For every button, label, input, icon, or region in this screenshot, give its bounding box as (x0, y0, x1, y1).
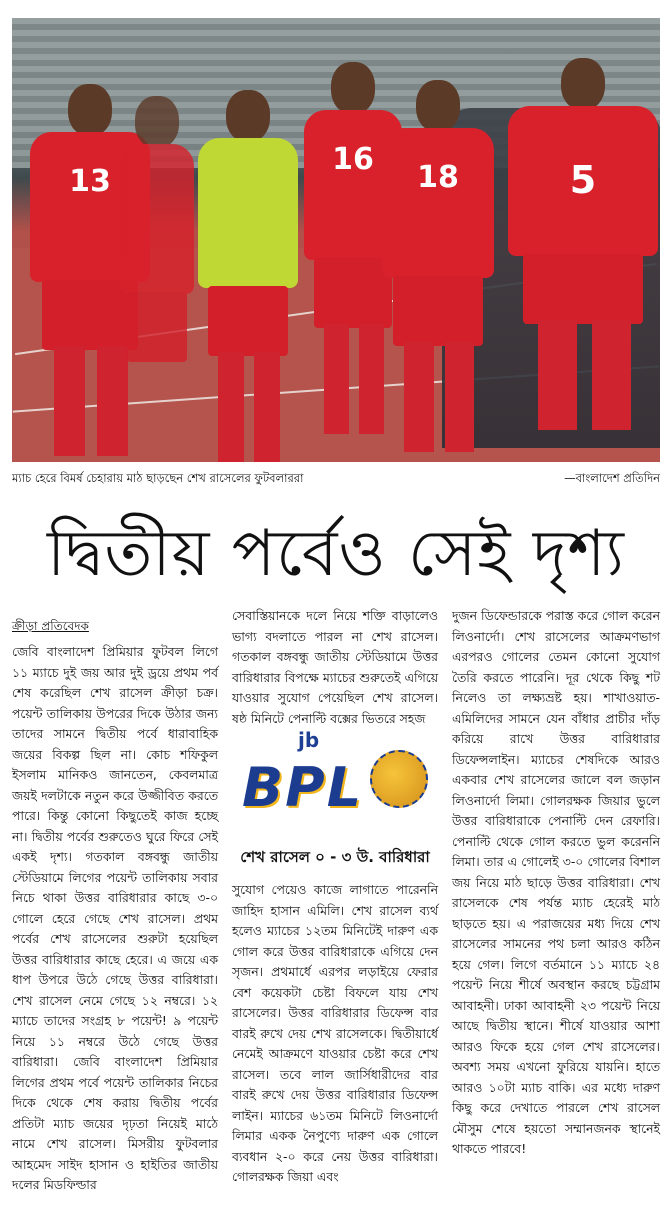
football-icon (370, 750, 428, 808)
previous-page-strip (0, 0, 672, 10)
photo-caption (12, 470, 660, 492)
player-bib (198, 90, 298, 462)
bpl-logo-text: BPL (242, 756, 364, 819)
article-column-1 (12, 642, 218, 1196)
score-line: শেখ রাসেল ০ - ৩ উ. বারিধারা (240, 848, 430, 866)
player-18 (382, 80, 494, 460)
jersey-number: 16 (332, 142, 374, 177)
jersey-number: 5 (569, 158, 597, 202)
article-column-3 (452, 606, 660, 1160)
jersey-number: 18 (417, 160, 459, 195)
byline: ক্রীড়া প্রতিবেদক (12, 619, 89, 633)
caption-text: ম্যাচ হেরে বিমর্ষ চেহারায় মাঠ ছাড়ছেন শেখ রাসেলের ফুটবলাররা (12, 471, 304, 485)
match-photo (12, 18, 660, 462)
player-back (120, 96, 194, 396)
jersey-number: 13 (69, 164, 111, 199)
article-column-2-bottom (232, 880, 438, 1188)
article-text: সেবাস্তিয়ানকে দলে নিয়ে শক্তি বাড়ালেও ভাগ্য বদলাতে পারল না শেখ রাসেল। গতকাল বঙ্গবন্ধু জাতীয় স্টেডিয়ামে উত্তর বারিধারার বিপক্ষে ম্যাচের শুরুতেই এগিয়ে যাওয়ার সুযোগ পেয়েছিল শেখ রাসেল। ষষ্ঠ মিনিটে পেনাল্টি বক্সের ভিতরে সহজ (232, 608, 438, 726)
article-text: জেবি বাংলাদেশ প্রিমিয়ার ফুটবল লিগে ১১ ম্যাচে দুই জয় আর দুই ড্রয়ে প্রথম পর্ব শেষ করেছিল শেখ রাসেল ক্রীড়া চক্র। পয়েন্ট তালিকায় উপরের দিকে উঠার জন্য তাদের সামনে দ্বিতীয় পর্বে ধারাবাহিক জয়ের বিকল্প ছিল না। কোচ শফিকুল ইসলাম মানিকও জানতেন, কেবলমাত্র জয়ই দলটাকে নতুন করে উজ্জীবিত করতে পারে। কিন্তু কোনো কিছুতেই কাজ হচ্ছে না। দ্বিতীয় পর্বের শুরুতেও ঘুরে ফিরে সেই একই দৃশ্য। গতকাল বঙ্গবন্ধু জাতীয় স্টেডিয়ামে লিগের পয়েন্ট তালিকায় সবার নিচে থাকা উত্তর বারিধারার কাছে ৩-০ গোলে হেরে গেছে শেখ রাসেল। প্রথম পর্বের শেখ রাসেলের শুরুটা হয়েছিল উত্তর বারিধারার কাছে হেরে। এ জয়ে এক ধাপ উপরে উঠে গেছে উত্তর বারিধারা। শেখ রাসেল নেমে গেছে ১২ নম্বরে। ১২ ম্যাচে তাদের সংগ্রহ ৮ পয়েন্ট! ৯ পয়েন্ট নিয়ে ১১ নম্বরে উঠে গেছে উত্তর বারিধারা। জেবি বাংলাদেশ প্রিমিয়ার লিগের প্রথম পর্বে পয়েন্ট তালিকার নিচের দিকে থেকে শেষ করায় দ্বিতীয় পর্বের প্রতিটা ম্যাচ জয়ের দৃঢ়তা নিয়েই মাঠে নামে শেখ রাসেল। মিসরীয় ফুটবলার আহমেদ সাইদ হাসান ও হাইতির জাতীয় দলের মিডফিল্ডার (12, 644, 218, 1192)
bpl-sponsor-logo (232, 722, 438, 842)
jb-logo: jb (298, 728, 320, 752)
headline: দ্বিতীয় পর্বেও সেই দৃশ্য (47, 517, 625, 591)
article-column-2-top (232, 606, 438, 729)
article-text: দুজন ডিফেন্ডারকে পরাস্ত করে গোল করেন লিওনার্দো। শেখ রাসেলের আক্রমণভাগ এরপরও গোলের তেমন কোনো সুযোগ তৈরি করতে পারেনি। দূর থেকে কিছু শট নিলেও তা লক্ষ্যভ্রষ্ট হয়। শাখাওয়াত-এমিলিদের সামনে যেন বাঁধার প্রাচীর দাঁড় করিয়ে রাখে উত্তর বারিধারার ডিফেন্সলাইন। ম্যাচের শেষদিকে আরও একবার শেখ রাসেলের জালে বল জড়ান লিওনার্দো লিমা। গোলরক্ষক জিয়ার ভুলে উত্তর বারিধারাকে পেনাল্টি দেন রেফারি। পেনাল্টি থেকে গোল করতে ভুল করেননি লিমা। তার এ গোলেই ৩-০ গোলের বিশাল জয় নিয়ে মাঠ ছাড়ে উত্তর বারিধারা। শেখ রাসেলকে শেষ পর্যন্ত ম্যাচ হেরেই মাঠ ছাড়তে হয়। এ পরাজয়ের মধ্য দিয়ে শেখ রাসেলের সামনের পথ চলা আরও কঠিন হয়ে গেল। লিগে বর্তমানে ১১ ম্যাচে ২৪ পয়েন্ট নিয়ে শীর্ষে অবস্থান করছে চট্টগ্রাম আবাহনী। ঢাকা আবাহনী ২৩ পয়েন্ট নিয়ে আছে দ্বিতীয় স্থানে। শীর্ষে যাওয়ার আশা আরও ফিকে হয়ে গেল শেখ রাসেলের। অবশ্য সময় এখনো ফুরিয়ে যায়নি। হাতে আরও ১০টা ম্যাচ বাকি। এর মধ্যে দারুণ কিছু করে দেখাতে পারলে শেখ রাসেল মৌসুম শেষে হয়তো সম্মানজনক স্থানেই থাকতে পারবে! (452, 608, 660, 1156)
player-5 (508, 58, 658, 462)
article-text: সুযোগ পেয়েও কাজে লাগাতে পারেননি জাহিদ হাসান এমিলি। শেখ রাসেল ব্যর্থ হলেও ম্যাচের ১২তম মিনিটেই দারুণ এক গোল করে উত্তর বারিধারাকে এগিয়ে দেন সৃজন। প্রথমার্ধে এরপর লড়াইয়ে ফেরার বেশ কয়েকটা চেষ্টা বিফলে যায় শেখ রাসেলের। উত্তর বারিধারার ডিফেন্স বার বারই রুখে দেয় শেখ রাসেলকে। দ্বিতীয়ার্ধে নেমেই আক্রমণে যাওয়ার চেষ্টা করে শেখ রাসেল। তবে লাল জার্সিধারীদের বার বারই রুখে দেয় উত্তর বারিধারার ডিফেন্স লাইন। ম্যাচের ৬১তম মিনিটে লিওনার্দো লিমার একক নৈপুণ্যে দারুণ এক গোলে ব্যবধান ২-০ করে নেয় উত্তর বারিধারা। গোলরক্ষক জিয়া এবং (232, 882, 438, 1184)
photo-credit: —বাংলাদেশ প্রতিদিন (564, 471, 660, 485)
